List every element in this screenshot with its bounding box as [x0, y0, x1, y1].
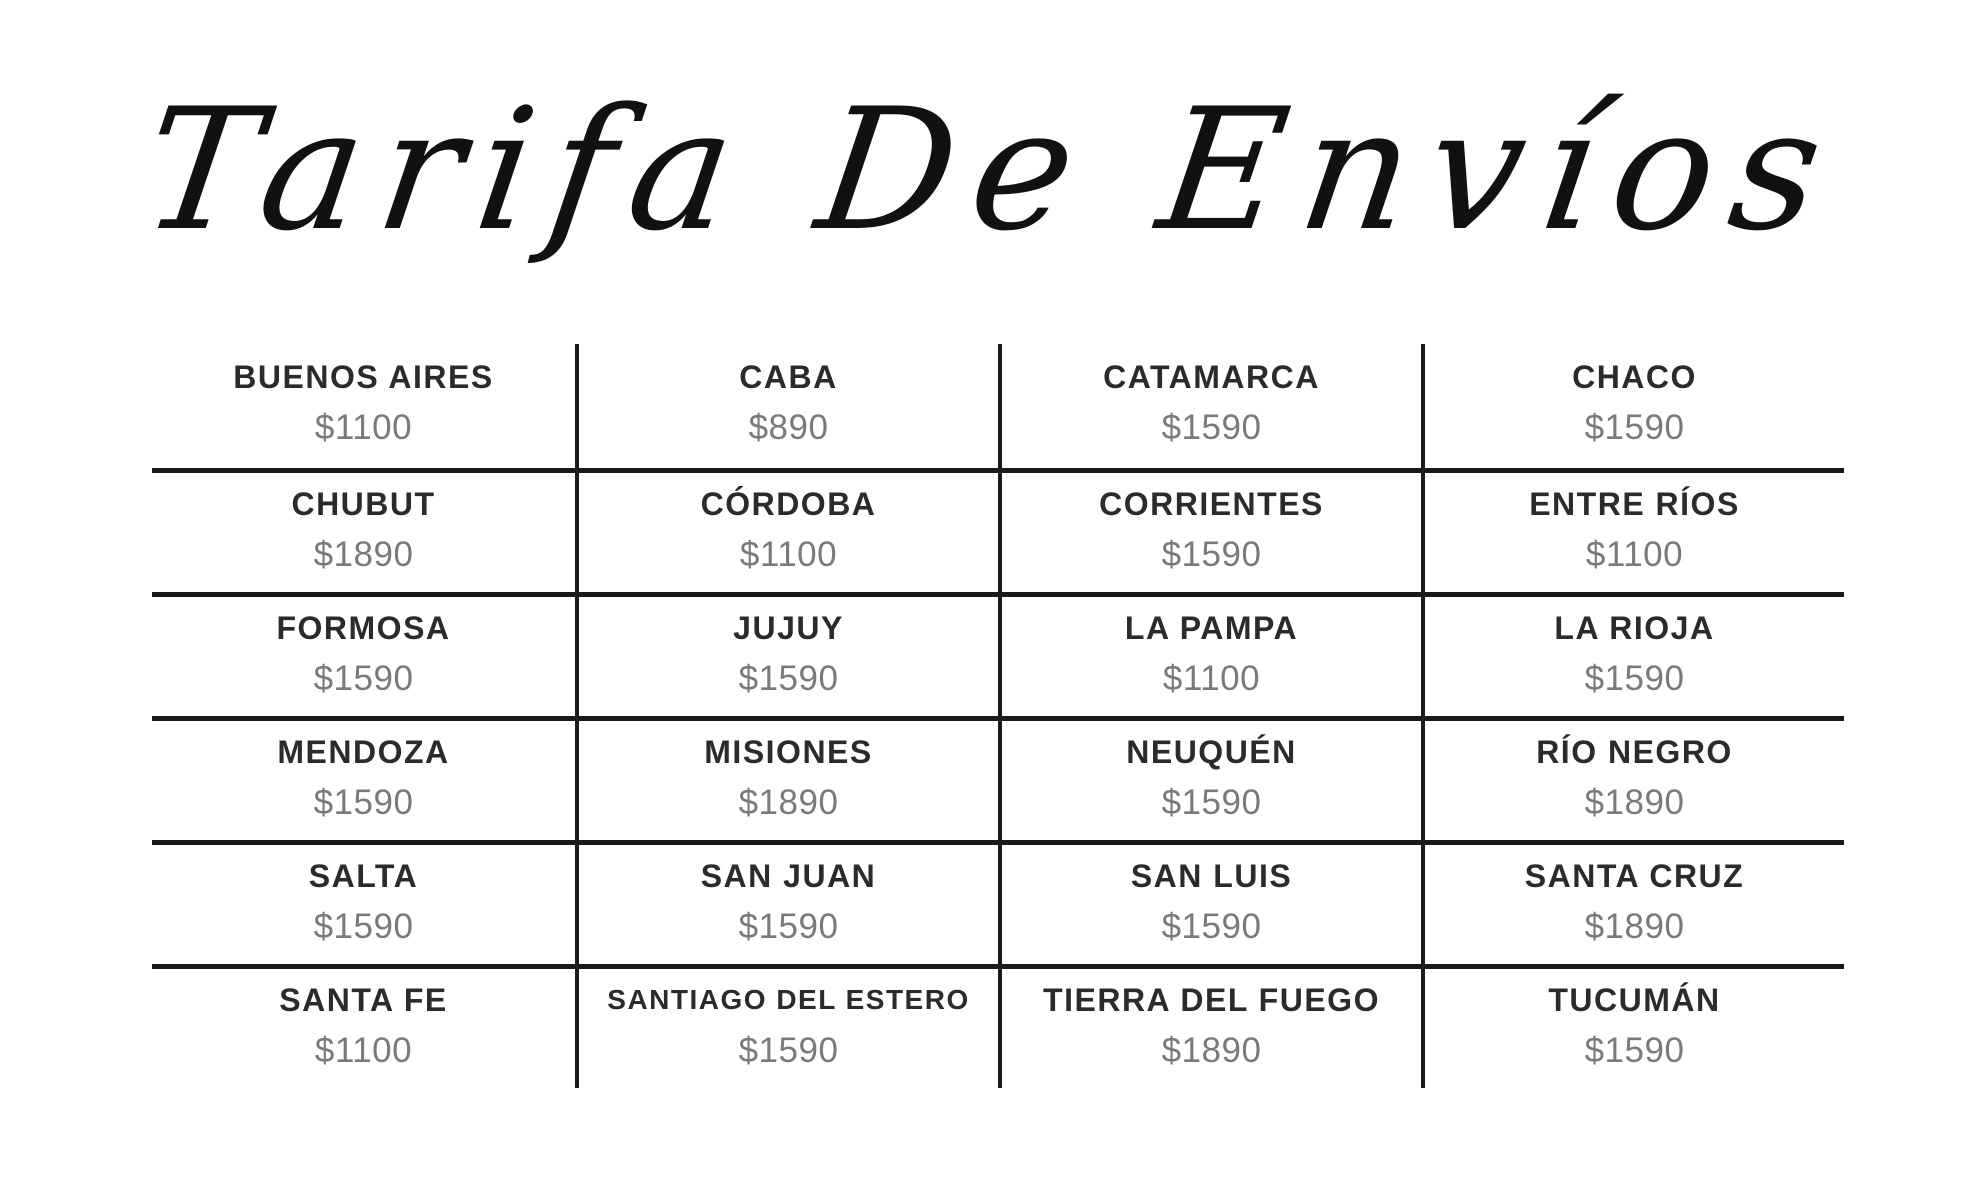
rate-cell-tucuman — [1421, 964, 1844, 1088]
province-price: $1590 — [1584, 658, 1685, 698]
rate-cell-misiones — [575, 716, 998, 840]
rate-cell-jujuy — [575, 592, 998, 716]
rate-cell-santa-fe — [152, 964, 575, 1088]
province-price: $1100 — [314, 1030, 413, 1070]
province-price: $1100 — [314, 408, 413, 447]
rate-cell-mendoza — [152, 716, 575, 840]
shipping-rate-table — [152, 344, 1844, 1088]
province-name: SAN JUAN — [700, 857, 877, 894]
province-price: $1590 — [313, 658, 414, 698]
province-price: $1890 — [313, 534, 414, 574]
rate-cell-chaco — [1421, 344, 1844, 468]
province-price: $1890 — [1584, 906, 1685, 946]
province-name: FORMOSA — [276, 609, 451, 646]
rate-cell-buenos-aires — [152, 344, 575, 468]
province-price: $1100 — [1585, 534, 1684, 574]
province-name: TIERRA DEL FUEGO — [1043, 981, 1380, 1018]
province-price: $1590 — [1161, 408, 1262, 447]
rate-cell-santa-cruz — [1421, 840, 1844, 964]
province-price: $1590 — [738, 658, 839, 698]
province-name: LA RIOJA — [1554, 609, 1715, 646]
province-name: SAN LUIS — [1130, 857, 1293, 894]
province-price: $1590 — [1161, 534, 1262, 574]
rate-cell-santiago-del-estero — [575, 964, 998, 1088]
province-name: BUENOS AIRES — [233, 359, 494, 395]
province-name: ENTRE RÍOS — [1529, 485, 1740, 522]
province-name: SANTA FE — [279, 981, 448, 1018]
province-name: CHACO — [1572, 359, 1697, 395]
province-name: LA PAMPA — [1124, 609, 1299, 646]
rate-cell-rio-negro — [1421, 716, 1844, 840]
province-price: $1890 — [1161, 1030, 1262, 1070]
province-price: $1590 — [1584, 408, 1685, 447]
rate-cell-san-luis — [998, 840, 1421, 964]
province-name: CÓRDOBA — [700, 485, 877, 522]
rate-cell-chubut — [152, 468, 575, 592]
rate-cell-san-juan — [575, 840, 998, 964]
rate-cell-corrientes — [998, 468, 1421, 592]
province-price: $1590 — [1161, 906, 1262, 946]
province-price: $1590 — [738, 906, 839, 946]
rate-cell-salta — [152, 840, 575, 964]
rate-cell-neuquen — [998, 716, 1421, 840]
province-name: MENDOZA — [277, 733, 450, 770]
rate-cell-la-rioja — [1421, 592, 1844, 716]
province-name: CHUBUT — [291, 485, 436, 522]
rate-cell-caba — [575, 344, 998, 468]
province-name: CABA — [739, 359, 838, 395]
province-price: $1890 — [738, 782, 839, 822]
province-price: $1100 — [739, 534, 838, 574]
rate-cell-cordoba — [575, 468, 998, 592]
province-name: RÍO NEGRO — [1536, 733, 1733, 770]
province-name: SANTIAGO DEL ESTERO — [607, 983, 970, 1015]
rate-cell-tierra-del-fuego — [998, 964, 1421, 1088]
province-name: CATAMARCA — [1103, 359, 1320, 395]
province-name: CORRIENTES — [1099, 485, 1324, 522]
province-name: JUJUY — [733, 609, 844, 646]
province-price: $1590 — [313, 906, 414, 946]
province-price: $1590 — [1161, 782, 1262, 822]
province-name: TUCUMÁN — [1548, 981, 1721, 1018]
province-price: $1100 — [1162, 658, 1261, 698]
province-price: $890 — [748, 408, 829, 447]
rate-cell-catamarca — [998, 344, 1421, 468]
province-price: $1590 — [1584, 1030, 1685, 1070]
page-title: Tarifa De Envíos — [132, 72, 1851, 268]
province-name: NEUQUÉN — [1126, 733, 1297, 770]
rate-cell-entre-rios — [1421, 468, 1844, 592]
province-name: MISIONES — [704, 733, 873, 770]
rate-cell-formosa — [152, 592, 575, 716]
province-price: $1590 — [738, 1030, 839, 1070]
province-name: SALTA — [308, 857, 419, 894]
province-price: $1890 — [1584, 782, 1685, 822]
province-price: $1590 — [313, 782, 414, 822]
province-name: SANTA CRUZ — [1524, 857, 1745, 894]
rate-cell-la-pampa — [998, 592, 1421, 716]
